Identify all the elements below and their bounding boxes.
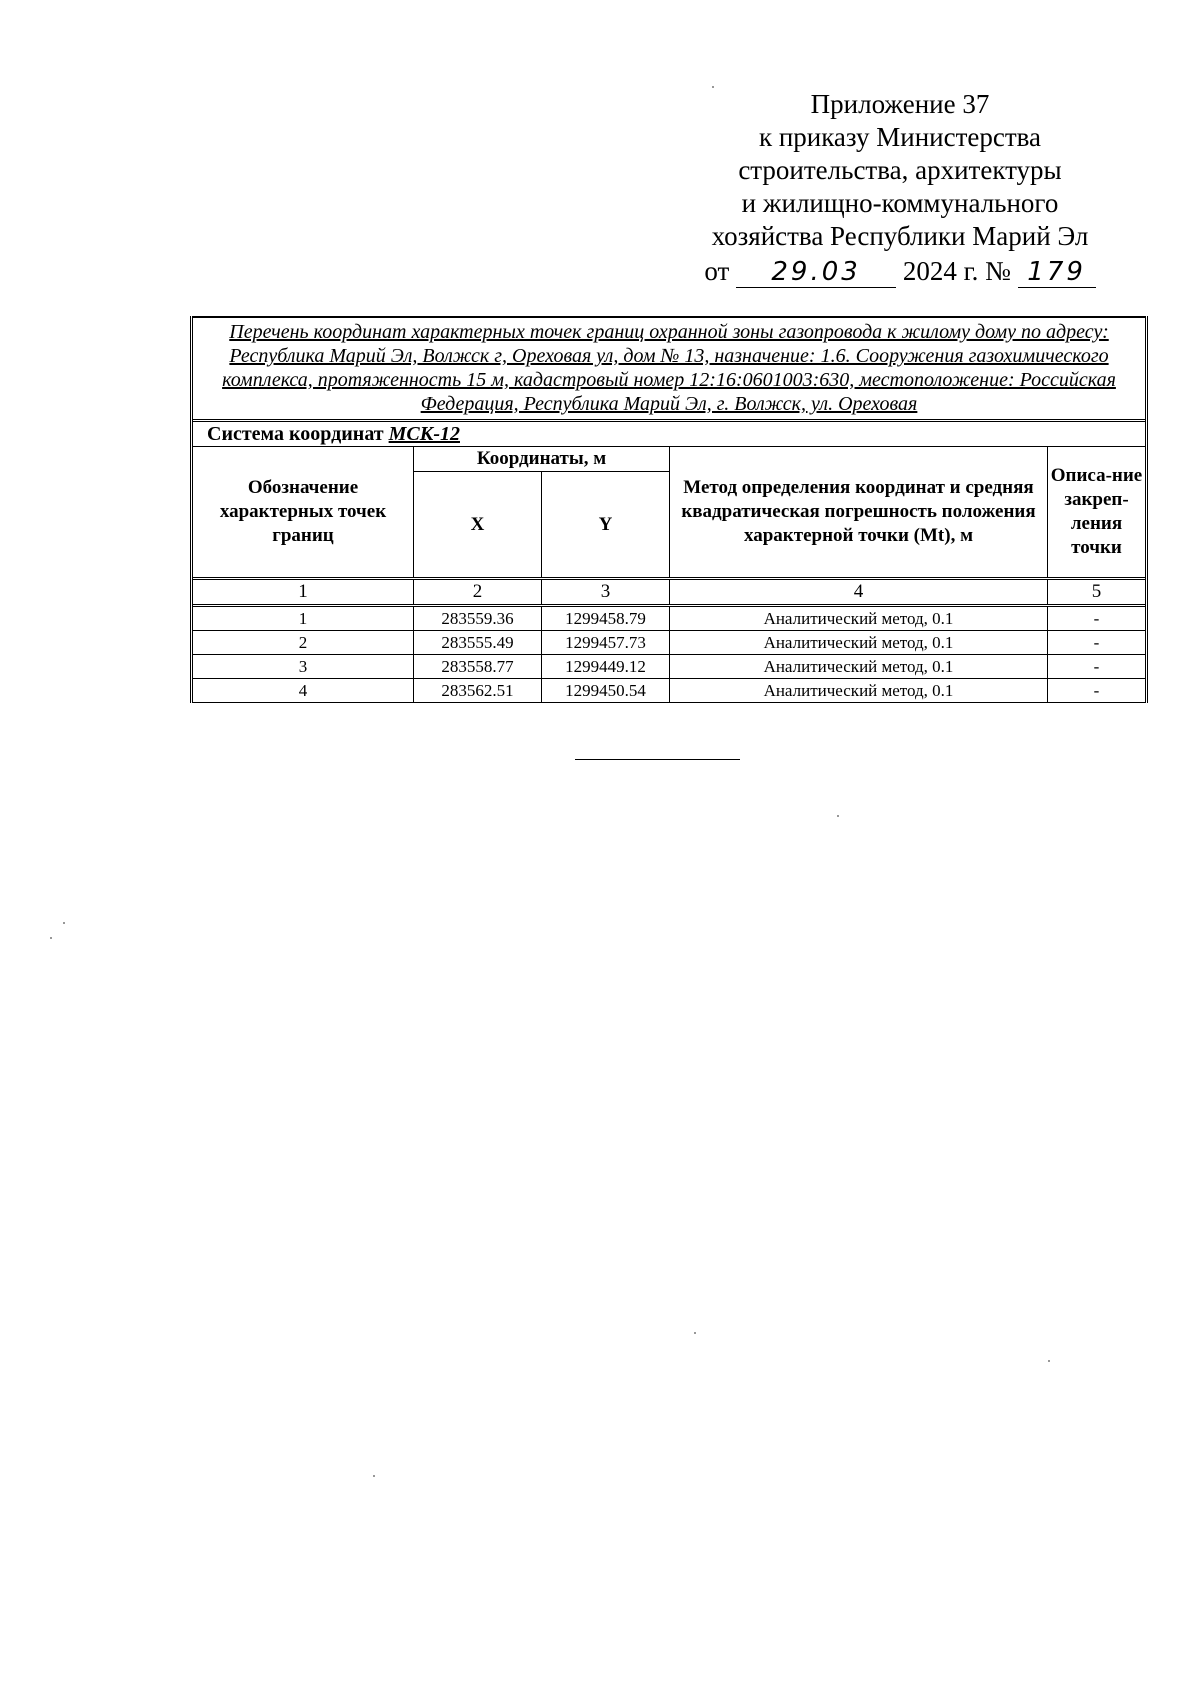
method-cell: Аналитический метод, 0.1 — [670, 679, 1048, 703]
date-number-line — [690, 255, 1110, 288]
point-cell: 3 — [192, 655, 414, 679]
ministry-line-1: строительства, архитектуры — [738, 155, 1062, 185]
point-cell: 4 — [192, 679, 414, 703]
column-number: 1 — [192, 579, 414, 606]
table-row — [192, 655, 1147, 679]
scan-speck — [373, 1475, 375, 1477]
x-cell: 283559.36 — [414, 606, 542, 631]
column-number-row — [192, 579, 1147, 606]
coordinates-table — [190, 316, 1148, 703]
x-cell: 283555.49 — [414, 631, 542, 655]
header-coordinates: Координаты, м — [414, 447, 670, 472]
y-cell: 1299450.54 — [542, 679, 670, 703]
header-point: Обозначение характерных точек границ — [192, 447, 414, 579]
closing-rule — [575, 759, 740, 760]
scan-speck — [694, 1332, 696, 1334]
description-cell: - — [1048, 679, 1147, 703]
coordinate-system-label: Система координат — [207, 423, 384, 445]
y-cell: 1299457.73 — [542, 631, 670, 655]
header-method: Метод определения координат и средняя квадратическая погрешность положения характерной точки (Mt), м — [670, 447, 1048, 579]
method-cell: Аналитический метод, 0.1 — [670, 631, 1048, 655]
document-header — [690, 88, 1110, 288]
column-number: 4 — [670, 579, 1048, 606]
coordinate-system-row — [192, 421, 1147, 447]
point-cell: 1 — [192, 606, 414, 631]
order-line: к приказу Министерства — [758, 122, 1042, 152]
column-number: 5 — [1048, 579, 1147, 606]
year-text: 2024 г. № — [902, 256, 1011, 286]
scan-speck — [63, 922, 65, 924]
scan-speck — [837, 815, 839, 817]
y-cell: 1299449.12 — [542, 655, 670, 679]
handwritten-order-number: 179 — [1018, 257, 1096, 288]
date-prefix: от — [704, 256, 730, 286]
x-cell: 283558.77 — [414, 655, 542, 679]
coordinate-system-name: МСК-12 — [388, 423, 460, 445]
point-cell: 2 — [192, 631, 414, 655]
ministry-line-2: и жилищно-коммунального — [741, 188, 1059, 218]
y-cell: 1299458.79 — [542, 606, 670, 631]
header-x: X — [414, 472, 542, 579]
scan-speck — [50, 937, 52, 939]
column-number: 2 — [414, 579, 542, 606]
description-cell: - — [1048, 655, 1147, 679]
table-row — [192, 679, 1147, 703]
table-caption: Перечень координат характерных точек границ охранной зоны газопровода к жилому дому по адресу: Республика Марий Эл, Волжск г, Ореховая ул, дом № 13, назначение: 1.6. Сооружения газохимического комплекса, протяженность 15 м, кадастровый номер 12:16:0601003:630, местоположение: Российская Федерация, Республика Марий Эл, г. Волжск, ул. Ореховая — [192, 317, 1147, 421]
handwritten-date: 29.03 — [736, 257, 896, 288]
description-cell: - — [1048, 606, 1147, 631]
method-cell: Аналитический метод, 0.1 — [670, 655, 1048, 679]
method-cell: Аналитический метод, 0.1 — [670, 606, 1048, 631]
appendix-title: Приложение 37 — [810, 89, 990, 119]
header-description: Описа-ние закреп-ления точки — [1048, 447, 1147, 579]
scan-speck — [1048, 1360, 1050, 1362]
header-y: Y — [542, 472, 670, 579]
description-cell: - — [1048, 631, 1147, 655]
scan-speck — [712, 86, 714, 88]
ministry-line-3: хозяйства Республики Марий Эл — [711, 221, 1089, 251]
table-row — [192, 606, 1147, 631]
table-row — [192, 631, 1147, 655]
x-cell: 283562.51 — [414, 679, 542, 703]
column-number: 3 — [542, 579, 670, 606]
